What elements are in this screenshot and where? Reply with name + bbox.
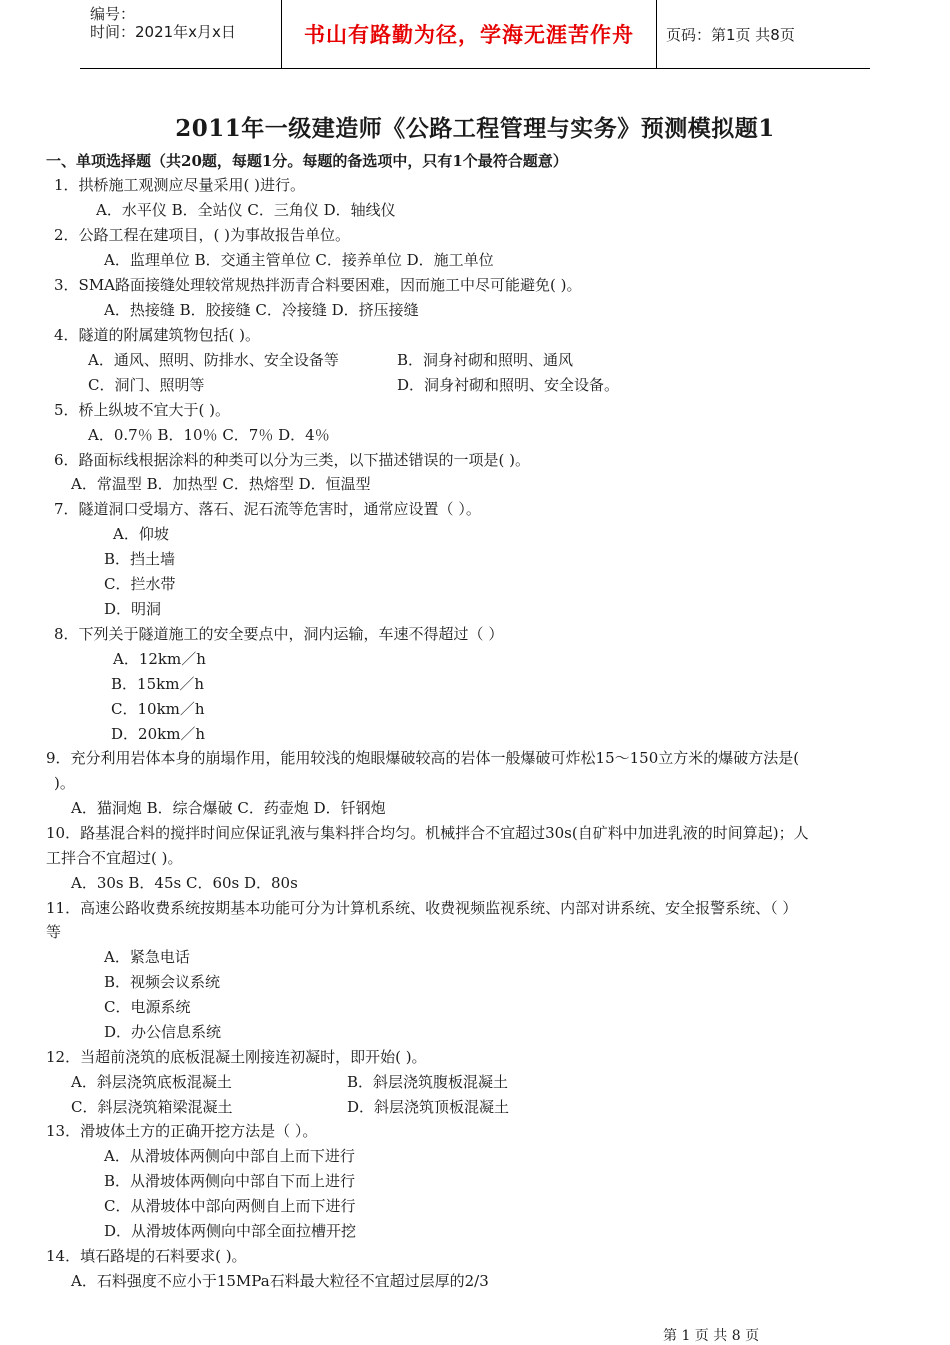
question-10-cont: 工拌合不宜超过( )。 (46, 849, 183, 867)
option-13c: C．从滑坡体中部向两侧自上而下进行 (104, 1197, 356, 1215)
question-11: 11．高速公路收费系统按期基本功能可分为计算机系统、收费视频监视系统、内部对讲系统、安全报警系统、（ ） (46, 899, 798, 917)
motto-text: 书山有路勤为径，学海无涯苦作舟 (304, 23, 634, 47)
option-12c: C．斜层浇筑箱梁混凝土 (71, 1098, 233, 1116)
option-11c: C．电源系统 (104, 998, 191, 1016)
options-3: A．热接缝 B．胶接缝 C．冷接缝 D．挤压接缝 (104, 301, 419, 319)
option-4b: B．洞身衬砌和照明、通风 (397, 351, 574, 369)
question-9: 9．充分利用岩体本身的崩塌作用，能用较浅的炮眼爆破较高的岩体一般爆破可炸松15～150立方米的爆破方法是( (46, 749, 800, 767)
option-4d: D．洞身衬砌和照明、安全设备。 (397, 376, 620, 394)
option-11b: B．视频会议系统 (104, 973, 221, 991)
option-7c: C．拦水带 (104, 575, 176, 593)
question-11-cont: 等 (46, 923, 62, 941)
options-6: A．常温型 B．加热型 C．热熔型 D．恒温型 (71, 475, 371, 493)
option-8a: A．12km／h (113, 650, 206, 668)
time-label: 时间：2021年x月x日 (90, 23, 236, 41)
option-14a: A．石料强度不应小于15MPa石料最大粒径不宜超过层厚的2/3 (71, 1272, 489, 1290)
option-12a: A．斜层浇筑底板混凝土 (71, 1073, 232, 1091)
question-9-cont: )。 (54, 774, 75, 792)
option-8d: D．20km／h (111, 725, 206, 743)
option-12b: B．斜层浇筑腹板混凝土 (347, 1073, 509, 1091)
option-12d: D．斜层浇筑顶板混凝土 (347, 1098, 510, 1116)
question-3: 3．SMA路面接缝处理较常规热拌沥青合料要困难，因而施工中尽可能避免( )。 (54, 276, 582, 294)
option-11a: A．紧急电话 (104, 948, 190, 966)
option-8c: C．10km／h (111, 700, 205, 718)
document-title: 2011年一级建造师《公路工程管理与实务》预测模拟题1 (175, 115, 775, 142)
header-meta (80, 0, 281, 68)
header-motto (281, 0, 657, 68)
header-page-info: 页码：第1页 共8页 (666, 25, 795, 44)
option-7d: D．明洞 (104, 600, 162, 618)
option-13b: B．从滑坡体两侧向中部自下而上进行 (104, 1172, 356, 1190)
option-13a: A．从滑坡体两侧向中部自上而下进行 (104, 1147, 355, 1165)
question-13: 13．滑坡体土方的正确开挖方法是（ ）。 (46, 1122, 318, 1140)
option-7b: B．挡土墙 (104, 550, 176, 568)
question-4: 4．隧道的附属建筑物包括( )。 (54, 326, 261, 344)
question-8: 8．下列关于隧道施工的安全要点中，洞内运输，车速不得超过（ ） (54, 625, 504, 643)
question-7: 7．隧道洞口受塌方、落石、泥石流等危害时，通常应设置（ ）。 (54, 500, 481, 518)
options-9: A．猫洞炮 B．综合爆破 C．药壶炮 D．钎钢炮 (71, 799, 386, 817)
serial-label: 编号： (90, 5, 136, 23)
options-2: A．监理单位 B．交通主管单位 C．接养单位 D．施工单位 (104, 251, 494, 269)
option-13d: D．从滑坡体两侧向中部全面拉槽开挖 (104, 1222, 357, 1240)
page-header (80, 0, 870, 69)
section-heading: 一、单项选择题（共20题，每题1分。每题的备选项中，只有1个最符合题意） (46, 152, 568, 170)
option-7a: A．仰坡 (113, 525, 169, 543)
question-12: 12．当超前浇筑的底板混凝土刚接连初凝时，即开始( )。 (46, 1048, 427, 1066)
option-4c: C．洞门、照明等 (88, 376, 205, 394)
options-10: A．30s B．45s C．60s D．80s (71, 874, 298, 892)
page-footer: 第 1 页 共 8 页 (663, 1328, 760, 1344)
option-8b: B．15km／h (111, 675, 205, 693)
question-1: 1．拱桥施工观测应尽量采用( )进行。 (54, 176, 306, 194)
question-2: 2．公路工程在建项目，( )为事故报告单位。 (54, 226, 351, 244)
question-14: 14．填石路堤的石料要求( )。 (46, 1247, 247, 1265)
question-5: 5．桥上纵坡不宜大于( )。 (54, 401, 231, 419)
question-6: 6．路面标线根据涂料的种类可以分为三类，以下描述错误的一项是( )。 (54, 451, 531, 469)
option-4a: A．通风、照明、防排水、安全设备等 (88, 351, 339, 369)
question-10: 10．路基混合料的搅拌时间应保证乳液与集料拌合均匀。机械拌合不宜超过30s(自矿料中加进乳液的时间算起)；人 (46, 824, 809, 842)
options-1: A．水平仪 B．全站仪 C．三角仪 D．轴线仪 (96, 201, 396, 219)
option-11d: D．办公信息系统 (104, 1023, 222, 1041)
options-5: A．0.7％ B．10％ C．7％ D．4％ (88, 426, 330, 444)
